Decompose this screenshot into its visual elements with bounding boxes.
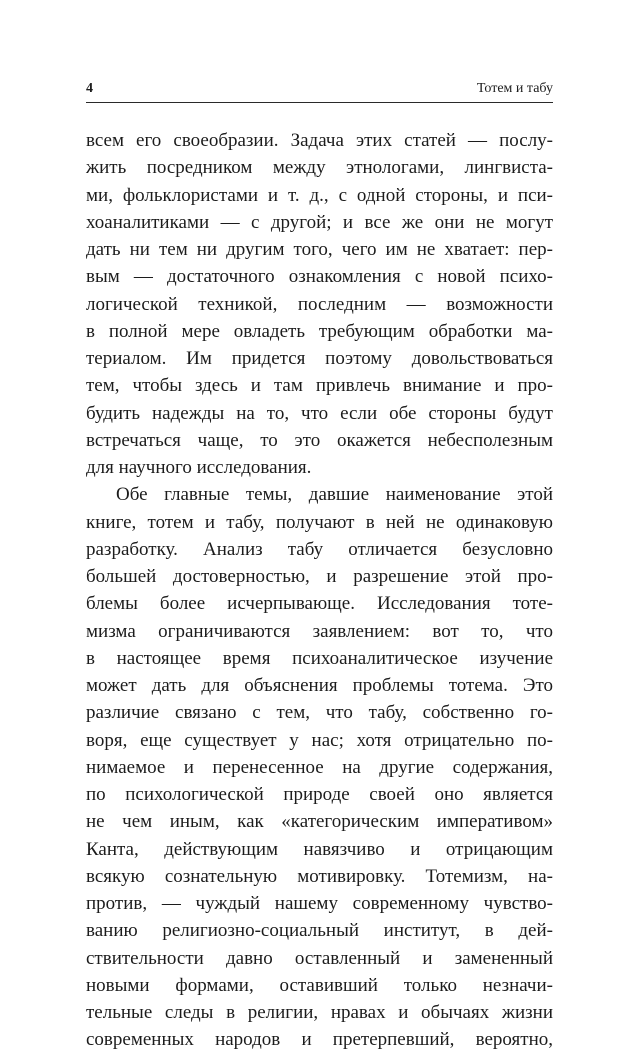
- text-line: ствительности давно оставленный и замененный: [86, 947, 553, 969]
- text-line: блемы более исчерпывающе. Исследования тоте-: [86, 593, 553, 615]
- text-line: всем его своеобразии. Задача этих статей — послу-: [86, 130, 553, 151]
- text-line: воря, еще существует у нас; хотя отрицательно по-: [86, 729, 553, 751]
- paragraph-end-line: для научного исследования.: [86, 457, 312, 478]
- text-line: логической техникой, последним — возможности: [86, 293, 553, 315]
- text-line: встречаться чаще, то это окажется небесполезным: [86, 429, 553, 451]
- text-line: современных народов и претерпевший, вероятно,: [86, 1029, 553, 1051]
- text-line: новыми формами, оставивший только незначи-: [86, 974, 553, 996]
- text-line: будить надежды на то, что если обе стороны будут: [86, 402, 553, 424]
- text-line: всякую сознательную мотивировку. Тотемизм, на-: [86, 865, 553, 887]
- text-line: териалом. Им придется поэтому довольствоваться: [86, 348, 553, 369]
- text-line: в настоящее время психоаналитическое изучение: [86, 647, 553, 669]
- text-line: по психологической природе своей оно является: [86, 784, 553, 805]
- text-line: жить посредником между этнологами, лингвиста-: [86, 157, 553, 179]
- text-line: разработку. Анализ табу отличается безусловно: [86, 538, 553, 560]
- text-line: может дать для объяснения проблемы тотема. Это: [86, 675, 553, 696]
- text-line: книге, тотем и табу, получают в ней не одинаковую: [86, 511, 553, 533]
- text-line: Канта, действующим навязчиво и отрицающим: [86, 838, 553, 860]
- text-line: мизма ограничиваются заявлением: вот то, что: [86, 620, 553, 642]
- text-line: ми, фольклористами и т. д., с одной стороны, и пси-: [86, 184, 553, 206]
- text-line: хоаналитиками — с другой; и все же они не могут: [86, 211, 553, 233]
- text-line: нимаемое и перенесенное на другие содержания,: [86, 756, 553, 778]
- page-number: 4: [86, 81, 93, 96]
- body-text: [86, 127, 553, 1054]
- text-line: дать ни тем ни другим того, чего им не хватает: пер-: [86, 239, 553, 260]
- paragraph-start-line: Обе главные темы, давшие наименование этой: [116, 484, 553, 506]
- text-line: против, — чуждый нашему современному чувство-: [86, 893, 553, 914]
- text-line: ванию религиозно-социальный институт, в дей-: [86, 920, 553, 942]
- page-header: [86, 80, 553, 103]
- text-line: не чем иным, как «категорическим императивом»: [86, 811, 553, 833]
- text-line: различие связано с тем, что табу, собственно го-: [86, 702, 553, 724]
- text-line: в полной мере овладеть требующим обработки ма-: [86, 320, 553, 342]
- text-line: большей достоверностью, и разрешение этой про-: [86, 566, 553, 587]
- running-title: Тотем и табу: [476, 81, 553, 96]
- text-line: тем, чтобы здесь и там привлечь внимание и про-: [86, 375, 553, 397]
- text-line: вым — достаточного ознакомления с новой психо-: [86, 266, 553, 288]
- text-line: тельные следы в религии, нравах и обычаях жизни: [86, 1002, 553, 1023]
